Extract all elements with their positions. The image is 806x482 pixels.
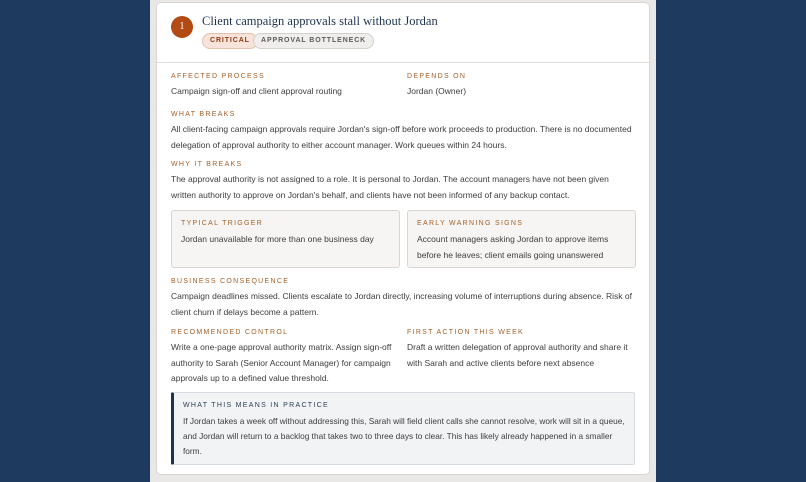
what-breaks-label: WHAT BREAKS [171,111,236,118]
early-warning-text: Account managers asking Jordan to approve items before he leaves; client emails going unanswered [417,234,609,260]
what-this-means-label: WHAT THIS MEANS IN PRACTICE [183,402,329,409]
why-it-breaks-text: The approval authority is not assigned to a role. It is personal to Jordan. The account managers have not been given written authority to approve on Jordan's behalf, and clients have not been informed of any backup contact. [171,174,609,200]
affected-process-label: AFFECTED PROCESS [171,73,265,80]
risk-number-badge: 1 [171,16,193,38]
critical-badge: CRITICAL [202,33,258,49]
first-action-text: Draft a written delegation of approval authority and share it with Sarah and active clients before next absence [407,342,628,368]
what-breaks-text: All client-facing campaign approvals require Jordan's sign-off before work proceeds to production. There is no documented delegation of approval authority to either account manager. Work queues within 24 hours. [171,124,632,150]
recommended-control-text: Write a one-page approval authority matrix. Assign sign-off authority to Sarah (Senior Account Manager) for campaign approvals up to a defined value threshold. [171,342,392,383]
business-consequence-text: Campaign deadlines missed. Clients escalate to Jordan directly, increasing volume of interruptions during absence. Risk of client churn if delays become a pattern. [171,291,632,317]
card-header [157,3,649,63]
affected-process-text: Campaign sign-off and client approval routing [171,86,342,96]
depends-on-text: Jordan (Owner) [407,86,467,96]
early-warning-box [407,210,636,268]
early-warning-label: EARLY WARNING SIGNS [417,220,524,227]
risk-card [156,2,650,475]
first-action-label: FIRST ACTION THIS WEEK [407,329,525,336]
why-it-breaks-label: WHY IT BREAKS [171,161,243,168]
risk-title: Client campaign approvals stall without Jordan [202,14,438,28]
what-this-means-text: If Jordan takes a week off without addressing this, Sarah will field client calls she cannot resolve, work will sit in a queue, and Jordan will return to a backlog that takes two to three days to clear. This has likely already happened in a smaller form. [183,416,625,456]
typical-trigger-text: Jordan unavailable for more than one business day [181,234,374,244]
typical-trigger-box [171,210,400,268]
practice-callout [171,392,635,465]
depends-on-label: DEPENDS ON [407,73,467,80]
typical-trigger-label: TYPICAL TRIGGER [181,220,264,227]
business-consequence-label: BUSINESS CONSEQUENCE [171,278,290,285]
approval-bottleneck-badge: APPROVAL BOTTLENECK [253,33,374,49]
recommended-control-label: RECOMMENDED CONTROL [171,329,289,336]
